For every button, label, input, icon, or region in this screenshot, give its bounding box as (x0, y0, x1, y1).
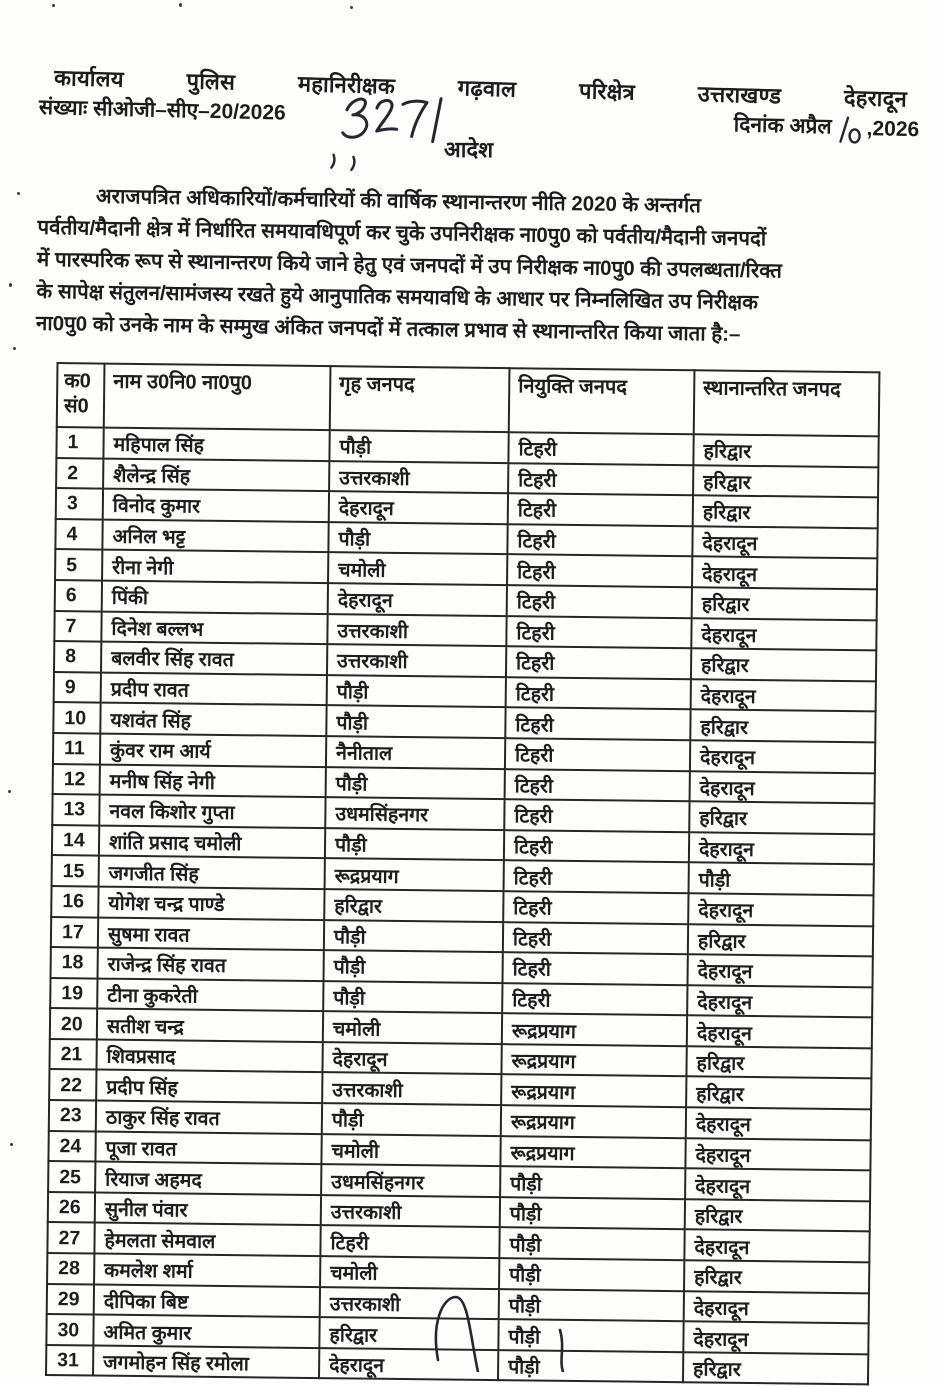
cell-serial: 26 (48, 1192, 95, 1223)
transfer-table-container (45, 362, 880, 1386)
cell-name: दीपिका बिष्ट (94, 1284, 320, 1317)
date-prefix: दिनांक अप्रैल (733, 113, 832, 139)
cell-serial: 9 (54, 672, 101, 703)
cell-transferred-district: हरिद्वार (683, 1352, 868, 1385)
cell-name: अनिल भट्ट (102, 519, 328, 552)
cell-posting-district: टिहरी (506, 616, 691, 649)
cell-name: बलवीर सिंह रावत (101, 642, 327, 675)
office-word: उत्तराखण्ड (697, 81, 782, 109)
cell-serial: 22 (49, 1069, 96, 1100)
cell-name: पिंकी (102, 581, 328, 614)
cell-serial: 16 (51, 886, 98, 917)
cell-posting-district: पौड़ी (499, 1289, 684, 1322)
cell-serial: 5 (55, 549, 102, 580)
cell-name: महिपाल सिंह (103, 428, 329, 461)
cell-posting-district: टिहरी (505, 738, 690, 771)
cell-serial: 14 (52, 825, 99, 856)
cell-name: प्रदीप रावत (101, 672, 327, 705)
cell-home-district: उत्तरकाशी (322, 1073, 501, 1106)
cell-name: यशवंत सिंह (100, 703, 326, 736)
cell-transferred-district: देहरादून (691, 618, 876, 651)
cell-home-district: देहरादून (329, 491, 508, 524)
cell-serial: 7 (54, 611, 101, 642)
column-header-serial: क0 सं0 (57, 363, 105, 428)
scan-speck (13, 347, 16, 350)
cell-transferred-district: हरिद्वार (691, 648, 876, 681)
cell-posting-district: टिहरी (507, 555, 692, 588)
cell-transferred-district: हरिद्वार (686, 1046, 871, 1079)
cell-posting-district: रूद्रप्रयाग (501, 1075, 686, 1108)
cell-home-district: पौड़ी (325, 828, 504, 861)
cell-name: शैलेन्द्र सिंह (103, 458, 329, 491)
cell-home-district: रूद्रप्रयाग (325, 858, 504, 891)
cell-home-district: हरिद्वार (319, 1317, 498, 1350)
cell-serial: 24 (48, 1131, 95, 1162)
cell-serial: 8 (54, 641, 101, 672)
cell-transferred-district: देहरादून (688, 893, 873, 926)
cell-posting-district: रूद्रप्रयाग (501, 1044, 686, 1077)
scan-speck (9, 283, 12, 287)
scan-speck (350, 6, 353, 9)
table-header-row (57, 363, 880, 436)
office-word: महानिरीक्षक (297, 71, 396, 99)
cell-name: दिनेश बल्लभ (101, 611, 327, 644)
cell-serial: 21 (49, 1039, 96, 1070)
cell-home-district: उत्तरकाशी (327, 644, 506, 677)
cell-name: रियाज अहमद (95, 1162, 321, 1195)
cell-transferred-district: देहरादून (690, 740, 875, 773)
cell-home-district: उत्तरकाशी (327, 614, 506, 647)
cell-name: जगमोहन सिंह रमोला (93, 1345, 319, 1378)
cell-name: सुनील पंवार (95, 1192, 321, 1225)
cell-serial: 1 (56, 427, 103, 458)
cell-posting-district: टिहरी (505, 769, 690, 802)
cell-home-district: पौड़ी (326, 767, 505, 800)
cell-transferred-district: देहरादून (692, 557, 877, 590)
cell-transferred-district: देहरादून (684, 1230, 869, 1263)
scan-speck (179, 3, 182, 7)
cell-posting-district: टिहरी (505, 708, 690, 741)
cell-transferred-district: देहरादून (684, 1291, 869, 1324)
cell-serial: 4 (55, 519, 102, 550)
cell-transferred-district: देहरादून (687, 954, 872, 987)
scan-speck (8, 790, 11, 793)
order-paragraph (36, 180, 910, 354)
cell-home-district: पौड़ी (327, 675, 506, 708)
paragraph-line: पर्वतीय/मैदानी क्षेत्र में निर्धारित समयावधिपूर्ण कर चुके उपनिरीक्षक ना0पु0 को पर्वतीय/मैदानी जनपदों (37, 215, 767, 251)
cell-serial: 15 (52, 855, 99, 886)
cell-posting-district: रूद्रप्रयाग (502, 1013, 687, 1046)
cell-home-district: चमोली (320, 1256, 499, 1289)
cell-posting-district: टिहरी (508, 432, 693, 465)
cell-name: राजेन्द्र सिंह रावत (98, 948, 324, 981)
cell-posting-district: टिहरी (503, 891, 688, 924)
cell-transferred-district: हरिद्वार (693, 465, 878, 498)
cell-transferred-district: हरिद्वार (686, 1077, 871, 1110)
cell-home-district: पौड़ी (328, 522, 507, 555)
cell-name: ठाकुर सिंह रावत (96, 1101, 322, 1134)
cell-posting-district: टिहरी (507, 585, 692, 618)
cell-serial: 31 (46, 1345, 93, 1376)
cell-home-district: टिहरी (320, 1226, 499, 1259)
cell-name: टीना कुकरेती (97, 978, 323, 1011)
cell-home-district: चमोली (328, 553, 507, 586)
cell-posting-district: टिहरी (502, 952, 687, 985)
office-word: कार्यालय (53, 65, 125, 92)
cell-posting-district: पौड़ी (498, 1350, 683, 1383)
cell-serial: 2 (56, 458, 103, 489)
date-suffix: ,2026 (865, 117, 920, 142)
cell-serial: 18 (51, 947, 98, 978)
scan-speck (10, 1143, 13, 1146)
scan-speck (52, 4, 55, 7)
cell-serial: 3 (56, 488, 103, 519)
cell-posting-district: टिहरी (503, 922, 688, 955)
cell-transferred-district: हरिद्वार (684, 1260, 869, 1293)
cell-name: अमित कुमार (93, 1315, 319, 1348)
cell-name: नवल किशोर गुप्ता (99, 795, 325, 828)
cell-posting-district: टिहरी (508, 493, 693, 526)
cell-transferred-district: हरिद्वार (685, 1199, 870, 1232)
cell-posting-district: पौड़ी (499, 1228, 684, 1261)
cell-home-district: देहरादून (319, 1348, 498, 1381)
cell-posting-district: रूद्रप्रयाग (500, 1136, 685, 1169)
cell-transferred-district: हरिद्वार (693, 434, 878, 467)
cell-home-district: पौड़ी (329, 430, 508, 463)
cell-name: रीना नेगी (102, 550, 328, 583)
cell-home-district: उधमसिंहनगर (325, 797, 504, 830)
cell-posting-district: टिहरी (508, 463, 693, 496)
cell-transferred-district: हरिद्वार (689, 801, 874, 834)
cell-name: योगेश चन्द्र पाण्डे (98, 886, 324, 919)
cell-name: प्रदीप सिंह (96, 1070, 322, 1103)
scan-speck (17, 192, 20, 195)
cell-home-district: हरिद्वार (324, 889, 503, 922)
cell-transferred-district: देहरादून (683, 1321, 868, 1354)
cell-transferred-district: देहरादून (689, 832, 874, 865)
cell-home-district: उत्तरकाशी (329, 461, 508, 494)
cell-home-district: पौड़ी (323, 981, 502, 1014)
cell-posting-district: टिहरी (506, 677, 691, 710)
cell-name: शिवप्रसाद (96, 1039, 322, 1072)
cell-serial: 17 (51, 917, 98, 948)
cell-transferred-district: देहरादून (687, 985, 872, 1018)
cell-posting-district: पौड़ी (500, 1166, 685, 1199)
cell-posting-district: टिहरी (504, 799, 689, 832)
cell-serial: 30 (46, 1314, 93, 1345)
paragraph-line: ना0पु0 को उनके नाम के सम्मुख अंकित जनपदों में तत्काल प्रभाव से स्थानान्तरित किया जाता है:– (35, 311, 741, 346)
cell-transferred-district: देहरादून (687, 1016, 872, 1049)
cell-name: पूजा रावत (95, 1131, 321, 1164)
cell-serial: 11 (53, 733, 100, 764)
cell-transferred-district: देहरादून (691, 679, 876, 712)
cell-home-district: नैनीताल (326, 736, 505, 769)
cell-name: जगजीत सिंह (99, 856, 325, 889)
cell-name: विनोद कुमार (103, 489, 329, 522)
paragraph-line: अराजपत्रित अधिकारियों/कर्मचारियों की वार्षिक स्थानान्तरण नीति 2020 के अन्तर्गत (95, 184, 702, 218)
cell-serial: 10 (53, 702, 100, 733)
cell-name: कुंवर राम आर्य (100, 734, 326, 767)
cell-home-district: उत्तरकाशी (321, 1195, 500, 1228)
cell-name: सुषमा रावत (98, 917, 324, 950)
cell-home-district: चमोली (321, 1134, 500, 1167)
cell-name: सतीश चन्द्र (97, 1009, 323, 1042)
reference-number: संख्याः सीओजी–सीए–20/2026 (38, 95, 286, 125)
cell-serial: 25 (48, 1161, 95, 1192)
cell-name: मनीष सिंह नेगी (100, 764, 326, 797)
cell-transferred-district: देहरादून (690, 771, 875, 804)
cell-home-district: देहरादून (322, 1042, 501, 1075)
transfer-table-body (46, 427, 879, 1385)
cell-serial: 20 (50, 1008, 97, 1039)
cell-posting-district: रूद्रप्रयाग (501, 1105, 686, 1138)
cell-home-district: उधमसिंहनगर (321, 1164, 500, 1197)
cell-transferred-district: हरिद्वार (690, 710, 875, 743)
cell-serial: 12 (53, 764, 100, 795)
cell-serial: 27 (47, 1222, 94, 1253)
cell-transferred-district: देहरादून (685, 1168, 870, 1201)
column-header-transferred-district: स्थानान्तरित जनपद (694, 370, 880, 436)
order-title: आदेश (443, 136, 494, 163)
cell-home-district: पौड़ी (322, 1103, 501, 1136)
cell-serial: 6 (55, 580, 102, 611)
cell-transferred-district: देहरादून (686, 1107, 871, 1140)
column-header-posting-district: नियुक्ति जनपद (509, 368, 695, 434)
cell-posting-district: टिहरी (504, 830, 689, 863)
cell-name: कमलेश शर्मा (94, 1254, 320, 1287)
cell-serial: 13 (52, 794, 99, 825)
office-word: गढ़वाल (457, 75, 517, 102)
paragraph-line: में पारस्परिक रूप से स्थानान्तरण किये जाने हेतु एवं जनपदों में उप निरीक्षक ना0पु0 की उपलब्धता/रिक्त (36, 247, 783, 283)
cell-posting-district: पौड़ी (500, 1197, 685, 1230)
cell-name: शांति प्रसाद चमोली (99, 825, 325, 858)
office-word: देहरादून (843, 85, 908, 112)
cell-name: हेमलता सेमवाल (94, 1223, 320, 1256)
column-header-name: नाम उ0नि0 ना0पु0 (104, 364, 331, 431)
cell-posting-district: टिहरी (502, 983, 687, 1016)
cell-serial: 29 (47, 1284, 94, 1315)
column-header-home-district: गृह जनपद (330, 366, 510, 432)
cell-serial: 23 (49, 1100, 96, 1131)
cell-serial: 28 (47, 1253, 94, 1284)
cell-transferred-district: देहरादून (685, 1138, 870, 1171)
cell-transferred-district: देहरादून (692, 526, 877, 559)
cell-serial: 19 (50, 978, 97, 1009)
cell-transferred-district: पौड़ी (689, 863, 874, 896)
cell-posting-district: पौड़ी (498, 1319, 683, 1352)
cell-posting-district: पौड़ी (499, 1258, 684, 1291)
cell-transferred-district: हरिद्वार (693, 495, 878, 528)
cell-posting-district: टिहरी (507, 524, 692, 557)
cell-transferred-district: हरिद्वार (692, 587, 877, 620)
cell-home-district: चमोली (323, 1011, 502, 1044)
cell-home-district: पौड़ी (324, 920, 503, 953)
cell-home-district: देहरादून (328, 583, 507, 616)
cell-posting-district: टिहरी (504, 860, 689, 893)
paragraph-line: के सापेक्ष संतुलन/सामंजस्य रखते हुये आनुपातिक समयावधि के आधार पर निम्नलिखित उप निरीक्षक (36, 279, 759, 315)
office-word: परिक्षेत्र (578, 78, 636, 105)
cell-transferred-district: हरिद्वार (688, 924, 873, 957)
cell-home-district: पौड़ी (324, 950, 503, 983)
cell-home-district: पौड़ी (326, 705, 505, 738)
cell-home-district: उत्तरकाशी (320, 1287, 499, 1320)
transfer-table (45, 362, 880, 1386)
cell-posting-district: टिहरी (506, 646, 691, 679)
office-word: पुलिस (186, 68, 236, 95)
